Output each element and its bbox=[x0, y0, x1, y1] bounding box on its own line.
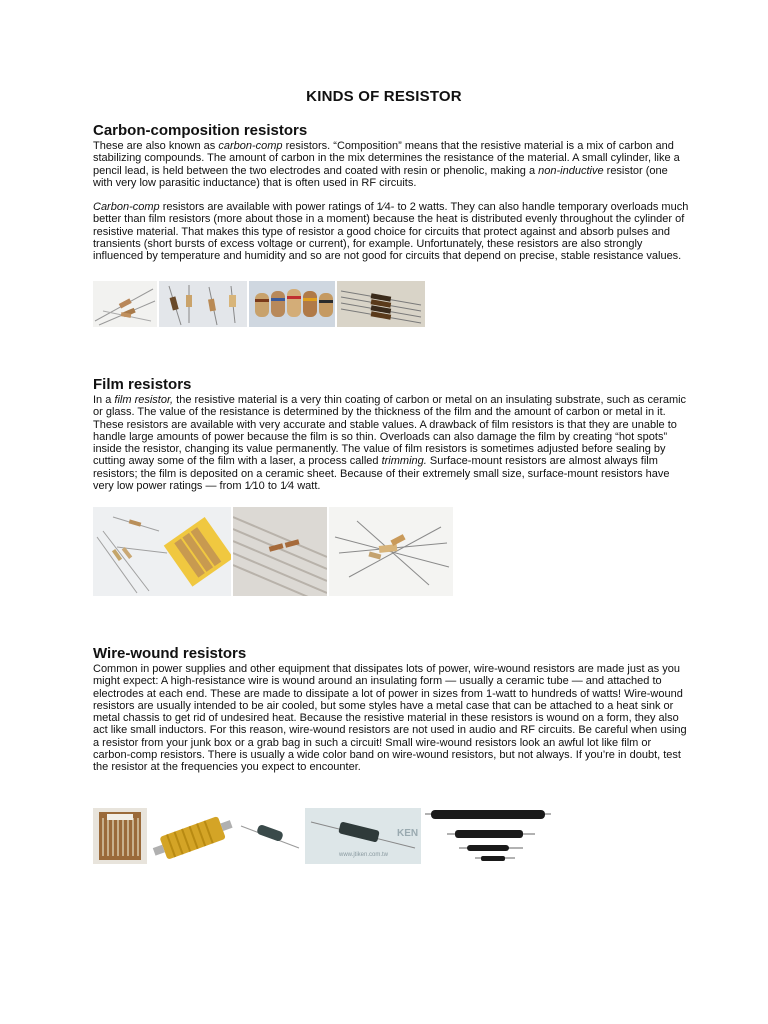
photo-film-resistors-loose bbox=[93, 507, 231, 596]
emphasized-term: carbon-comp bbox=[218, 140, 283, 152]
film-resistor-photos bbox=[93, 507, 453, 596]
svg-text:KEN: KEN bbox=[397, 828, 419, 839]
text-run: In a bbox=[93, 394, 115, 406]
text-run: the resistive material is a very thin coating of carbon or metal on an insulating substrate, such as ceramic or glass. The value of the resistance is determined by the thickness of the film and the amount of carbon or metal in it. These resistors are available with very accurate and stable values. A drawback of film resistors is that they are unable to handle large amounts of power because the film is so thin. Overloads can also damage the film by creating “hot spots” inside the resistor, changing its value permanently. The value of film resistors is sometimes adjusted before sealing by cutting away some of the film with a laser, a process called bbox=[93, 394, 687, 468]
section-heading: Film resistors bbox=[93, 376, 192, 393]
text-run: Surface-mount resistors are almost always film resistors; the film is deposited on a ceramic sheet. Because of their extremely small size, surface-mount resistors have very low power ratings — from 1⁄10 to 1⁄4 watt. bbox=[93, 455, 670, 493]
photo-carbon-resistors-banded bbox=[249, 281, 335, 327]
emphasized-term: trimming. bbox=[381, 455, 427, 468]
photo-carbon-resistors-board bbox=[159, 281, 247, 327]
emphasized-term: film resistor, bbox=[114, 394, 174, 406]
photo-wirewound-small bbox=[237, 808, 303, 864]
emphasized-term: non-inductive bbox=[538, 164, 604, 177]
photo-wirewound-tubular bbox=[423, 808, 553, 864]
text-run: resistors. “Composition” means that the resistive material is a mix of carbon and stabilizing compounds. The amount of carbon in the mix determines the resistance of the material. A small cylinder, like a pencil lead, is held between the two electrodes and coated with resin or phenolic, making a bbox=[93, 140, 680, 177]
page-title: KINDS OF RESISTOR bbox=[306, 88, 462, 105]
section-heading: Wire-wound resistors bbox=[93, 645, 247, 662]
photo-wirewound-cement bbox=[305, 808, 421, 864]
section-paragraph bbox=[93, 140, 689, 189]
photo-wirewound-ceramic bbox=[93, 808, 147, 864]
section-paragraph bbox=[93, 394, 689, 492]
photo-carbon-resistors-array bbox=[337, 281, 425, 327]
photo-film-resistors-cross bbox=[329, 507, 453, 596]
text-run: These are also known as bbox=[93, 140, 219, 152]
text-run: resistor (one with very low parasitic inductance) that is often used in RF circuits. bbox=[93, 164, 668, 189]
photo-watermark: www.jtiken.com.tw bbox=[339, 852, 389, 858]
wire-wound-resistor-photos bbox=[93, 808, 553, 864]
section-film bbox=[93, 376, 689, 492]
section-paragraph bbox=[93, 663, 689, 774]
section-heading: Carbon-composition resistors bbox=[93, 122, 308, 139]
section-carbon-composition bbox=[93, 122, 689, 263]
carbon-resistor-photos bbox=[93, 281, 425, 327]
photo-carbon-resistors-leads bbox=[93, 281, 157, 327]
photo-wirewound-aluminum-housed bbox=[149, 808, 235, 864]
text-run: resistors are available with power ratings of 1⁄4- to 2 watts. They can also handle temporary overloads much better than film resistors (more about those in a moment) because the heat is distributed evenly throughout the cylinder of resistive material. That makes this type of resistor a good choice for circuits that protect against and absorb pulses and transients (short bursts of excess voltage or current), for example. Unfortunately, these resistors are also strongly influenced by temperature and humidity and so are not good for circuits that depend on precise, stable resistance values. bbox=[93, 201, 689, 263]
photo-film-resistors-tape bbox=[233, 507, 327, 596]
emphasized-term: Carbon-comp bbox=[93, 201, 160, 214]
section-wire-wound bbox=[93, 645, 689, 774]
section-paragraph bbox=[93, 201, 689, 262]
text-run: Common in power supplies and other equipment that dissipates lots of power, wire-wound resistors are made just as you might expect: A high-resistance wire is wound around an insulating form — usually a ceramic tube — and attached to electrodes at each end. These are made to dissipate a lot of power in sizes from 1-watt to hundreds of watts! Wire-wound resistors are usually intended to be air cooled, but some styles have a metal case that can be attached to a heat sink or metal chassis to get rid of undesired heat. Because the resistive material in these resistors is wound on a form, they also act like small inductors. For this reason, wire-wound resistors are not used in audio and RF circuits. Be careful when using a resistor from your junk box or a grab bag in such a circuit! Small wire-wound resistors look an awful lot like film or carbon-comp resistors. There is usually a wide color band on wire-wound resistors, but not always. If you’re in doubt, test the resistor at the frequencies you expect to encounter. bbox=[93, 663, 687, 774]
